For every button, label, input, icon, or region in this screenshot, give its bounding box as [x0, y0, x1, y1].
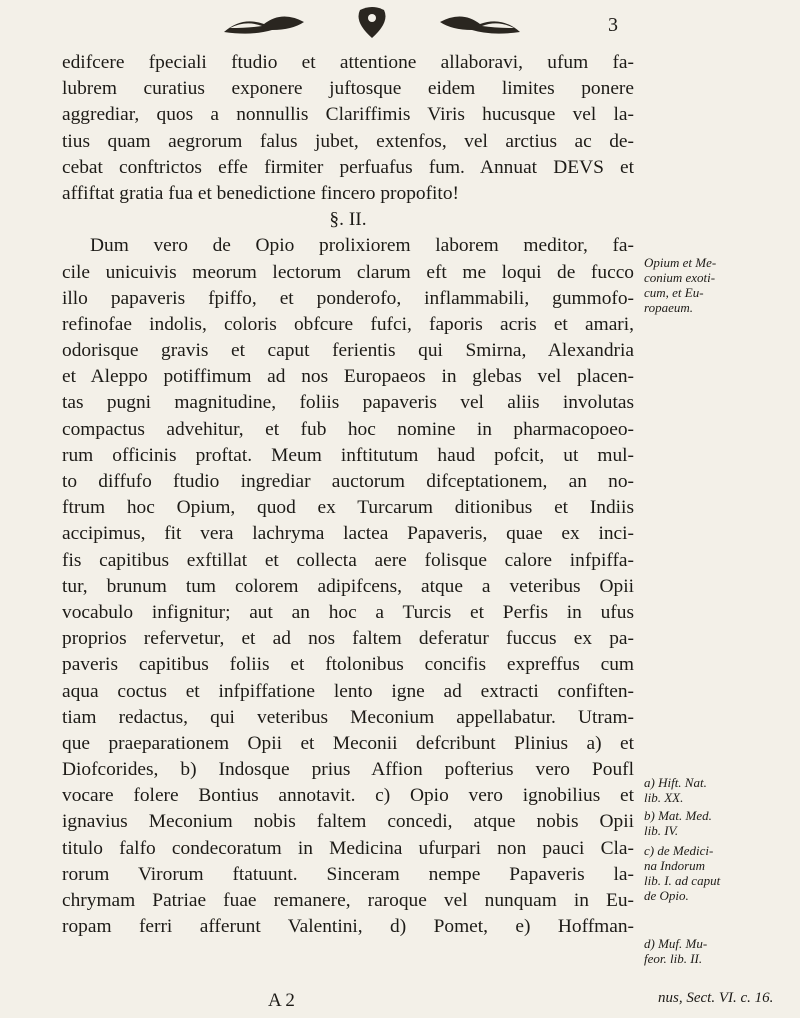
body-line: et Aleppo potiffimum ad nos Europaeos in glebas vel placen- — [62, 366, 634, 388]
margin-note-line: conium exoti- — [644, 270, 716, 285]
margin-note-line: de Opio. — [644, 888, 689, 903]
catchword-footnote: nus, Sect. VI. c. 16. — [658, 990, 774, 1006]
body-line: accipimus, fit vera lachryma lactea Papaveris, quae ex inci- — [62, 523, 634, 545]
margin-note-d — [644, 936, 794, 966]
body-line: vocabulo infignitur; aut an hoc a Turcis et Perfis in ufus — [62, 601, 634, 623]
body-line: odorisque gravis et caput ferientis qui Smirna, Alexandria — [62, 340, 634, 362]
body-line: tur, brunum tum colorem adipifcens, atque a veteribus Opii — [62, 575, 634, 597]
body-line: rorum Virorum ftatuunt. Sinceram nempe Papaveris la- — [62, 863, 634, 885]
margin-note-line: Opium et Me- — [644, 255, 717, 270]
margin-note-line: lib. IV. — [644, 823, 679, 838]
body-line: vocare folere Bontius annotavit. c) Opio vero ignobilius et — [62, 785, 634, 807]
body-line: Dum vero de Opio prolixiorem laborem meditor, fa- — [90, 235, 634, 257]
body-line: aggrediar, quos a nonnullis Clariffimis Viris hucusque vel la- — [62, 104, 634, 126]
body-text — [62, 50, 634, 940]
body-line: cile unicuivis meorum lectorum clarum eft me loqui de fucco — [62, 261, 634, 283]
margin-note-c — [644, 843, 794, 903]
body-line: to diffufo ftudio ingrediar auctorum difceptationem, an no- — [62, 471, 634, 492]
body-line: chrymam Patriae fuae remanere, raroque vel nunquam in Eu- — [62, 890, 634, 911]
body-line: aqua coctus et infpiffatione lento igne ad extracti confiften- — [62, 680, 634, 702]
margin-note-line: b) Mat. Med. — [644, 808, 712, 823]
signature-mark: A 2 — [268, 990, 295, 1011]
body-line: edifcere fpeciali ftudio et attentione allaboravi, ufum fa- — [62, 52, 634, 73]
margin-note-line: na Indorum — [644, 858, 706, 873]
body-line: ftrum hoc Opium, quod ex Turcarum ditionibus et Indiis — [62, 497, 634, 519]
margin-note-line: cum, et Eu- — [644, 285, 704, 300]
margin-note-a — [644, 775, 794, 805]
margin-note-line: lib. I. ad caput — [644, 873, 721, 888]
body-line: ignavius Meconium nobis faltem concedi, atque nobis Opii — [62, 811, 634, 833]
decorative-headpiece — [222, 6, 522, 40]
body-line: tiam redactus, qui veteribus Meconium appellabatur. Utram- — [62, 706, 634, 728]
body-line: refinofae indolis, coloris obfcure fufci, faporis acris et amari, — [62, 313, 634, 335]
body-line: ropam ferri afferunt Valentini, d) Pomet, e) Hoffman- — [62, 916, 634, 938]
body-line: Diofcorides, b) Indosque prius Affion pofterius vero Poufl — [62, 759, 634, 781]
body-line: lubrem curatius exponere juftosque eidem limites ponere — [62, 78, 634, 100]
margin-note-b — [644, 808, 794, 838]
margin-note-line: lib. XX. — [644, 790, 684, 805]
page-number: 3 — [608, 14, 618, 36]
body-line: fis capitibus exftillat et collecta aere folisque calore infpiffa- — [62, 549, 634, 571]
body-line: proprios refervetur, et ad nos faltem deferatur fuccus ex pa- — [62, 628, 634, 650]
body-line: rum officinis proftat. Meum inftitutum haud pofcit, ut mul- — [62, 444, 634, 466]
margin-note-line: ropaeum. — [644, 300, 693, 315]
body-line: affiftat gratia fua et benedictione fincero propofito! — [62, 182, 459, 204]
body-line: tius quam aegrorum falus jubet, extenfos, vel arctius ac de- — [62, 130, 634, 152]
body-line: tas pugni magnitudine, foliis papaveris vel aliis involutas — [62, 392, 634, 414]
margin-note-line: d) Muf. Mu- — [644, 936, 708, 951]
body-line: titulo falfo condecoratum in Medicina ufurpari non pauci Cla- — [62, 837, 634, 859]
body-line: que praeparationem Opii et Meconii defcribunt Plinius a) et — [62, 732, 634, 754]
body-line: paveris capitibus foliis et ftolonibus concifis expreffus cum — [62, 654, 634, 676]
section-heading: §. II. — [329, 209, 367, 231]
margin-note-line: a) Hift. Nat. — [644, 775, 707, 790]
margin-note-opium — [644, 255, 794, 315]
body-line: compactus advehitur, et fub hoc nomine in pharmacopoeo- — [62, 418, 634, 440]
body-line: illo papaveris fpiffo, et ponderofo, inflammabili, gummofo- — [62, 287, 634, 309]
body-line: cebat conftrictos effe firmiter perfuafus fum. Annuat DEVS et — [62, 156, 634, 178]
margin-note-line: feor. lib. II. — [644, 951, 703, 966]
margin-note-line: c) de Medici- — [644, 843, 714, 858]
